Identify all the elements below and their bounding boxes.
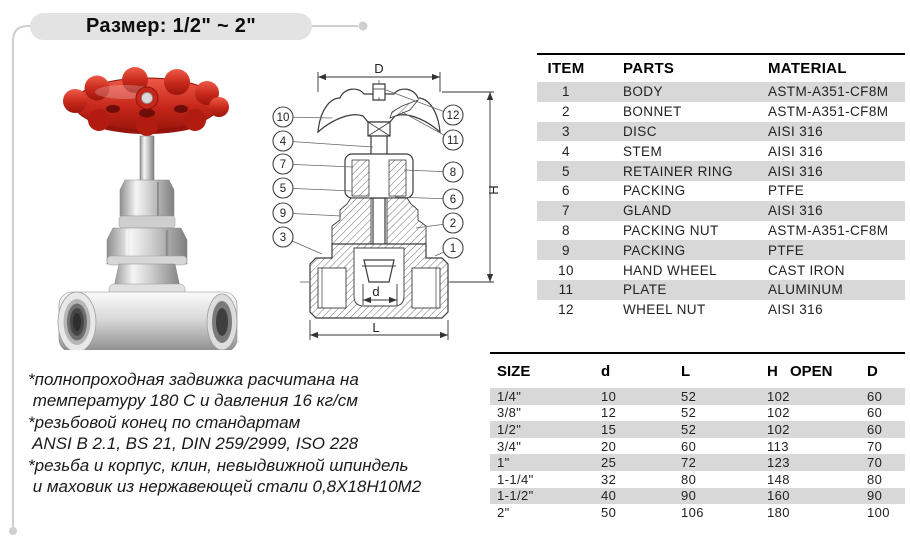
note-line: температуру 180 С и давления 16 кг/см (28, 391, 358, 411)
table-cell: AISI 316 (768, 203, 823, 219)
table-row (490, 454, 905, 471)
table-cell: 1-1/2" (497, 488, 534, 504)
table-cell: STEM (623, 143, 663, 159)
table-cell: AISI 316 (768, 123, 823, 139)
size-table-header (490, 352, 905, 388)
table-row (537, 221, 905, 241)
callout-9: 9 (279, 208, 287, 220)
table-cell: 4 (562, 143, 570, 159)
table-cell: ALUMINUM (768, 282, 844, 298)
callout-10: 10 (276, 112, 290, 124)
note-line: и маховик из нержавеющей стали 0,8Х18Н10М2 (28, 477, 422, 497)
decor-dot-left (9, 527, 17, 535)
size-table-body (490, 388, 905, 521)
table-cell: 3/4" (497, 438, 522, 454)
table-cell: PTFE (768, 242, 805, 258)
table-row (490, 388, 905, 405)
table-cell: 60 (867, 388, 883, 404)
table-cell: WHEEL NUT (623, 302, 706, 318)
table-cell: 8 (562, 222, 570, 238)
table-cell: ASTM-A351-CF8M (768, 84, 889, 100)
table-cell: PTFE (768, 183, 805, 199)
table-cell: 9 (562, 242, 570, 258)
table-cell: GLAND (623, 203, 672, 219)
callout-2: 2 (449, 218, 457, 230)
callout-11: 11 (447, 135, 459, 147)
note-line: *полнопроходная задвижка расчитана на (28, 370, 359, 389)
table-cell: RETAINER RING (623, 163, 733, 179)
table-cell: 102 (767, 405, 790, 421)
table-cell: 40 (601, 488, 617, 504)
table-row (537, 280, 905, 300)
table-row (490, 405, 905, 422)
callout-1: 1 (449, 243, 457, 255)
table-cell: 50 (601, 504, 617, 520)
photo-handwheel (63, 67, 229, 136)
table-cell: 80 (681, 471, 697, 487)
callout-6: 6 (449, 194, 457, 206)
table-cell: 106 (681, 504, 704, 520)
table-cell: AISI 316 (768, 302, 823, 318)
table-row (537, 102, 905, 122)
table-cell: 100 (867, 504, 890, 520)
callout-5: 5 (279, 183, 287, 195)
table-cell: 113 (767, 438, 789, 454)
size-header-h-open: H OPEN (767, 362, 833, 380)
photo-wheel-nut (142, 93, 153, 104)
table-cell: BODY (623, 84, 663, 100)
table-cell: 60 (867, 405, 883, 421)
table-cell: 1" (497, 455, 510, 471)
table-cell: 52 (681, 405, 697, 421)
dim-label-H: H (486, 185, 501, 195)
table-cell: 148 (767, 471, 790, 487)
size-header-dd: D (867, 362, 878, 380)
table-cell: PLATE (623, 282, 667, 298)
size-table (490, 352, 905, 521)
table-cell: 3 (562, 123, 570, 139)
title-pill (30, 13, 312, 40)
table-cell: 10 (601, 388, 617, 404)
table-cell: 72 (681, 455, 697, 471)
callout-4: 4 (279, 136, 287, 148)
footnotes (28, 369, 488, 497)
callout-3: 3 (279, 232, 287, 244)
dim-label-D: D (374, 61, 384, 76)
table-row (490, 438, 905, 455)
table-cell: 123 (767, 455, 790, 471)
note-line: *резьбовой конец по стандартам (28, 412, 301, 432)
table-cell: 2 (562, 104, 570, 120)
photo-stem (140, 136, 154, 184)
table-row (537, 141, 905, 161)
table-cell: 102 (767, 421, 790, 437)
table-cell: 160 (767, 488, 790, 504)
table-cell: ASTM-A351-CF8M (768, 104, 889, 120)
table-cell: PACKING NUT (623, 222, 719, 238)
dim-label-L: L (372, 320, 380, 335)
table-row (537, 300, 905, 320)
parts-table-body (537, 82, 905, 320)
table-cell: PACKING (623, 183, 686, 199)
table-cell: CAST IRON (768, 262, 845, 278)
parts-header-material: MATERIAL (768, 60, 847, 77)
table-cell: BONNET (623, 104, 682, 120)
table-row (537, 82, 905, 102)
table-row (537, 260, 905, 280)
size-header-d: d (601, 362, 611, 380)
table-cell: 70 (867, 455, 883, 471)
size-header-size: SIZE (497, 362, 531, 380)
table-cell: 3/8" (497, 405, 522, 421)
table-cell: 80 (867, 471, 883, 487)
table-cell: 11 (558, 282, 574, 298)
table-row (537, 181, 905, 201)
decor-dot-right (359, 22, 368, 31)
table-cell: AISI 316 (768, 143, 823, 159)
table-cell: AISI 316 (768, 163, 823, 179)
parts-table-header (537, 53, 905, 82)
table-cell: 102 (767, 388, 790, 404)
callout-12: 12 (446, 110, 460, 122)
size-header-l: L (681, 362, 691, 380)
table-cell: PACKING (623, 242, 686, 258)
table-cell: 12 (601, 405, 617, 421)
table-cell: 90 (867, 488, 883, 504)
table-row (490, 471, 905, 488)
table-cell: 52 (681, 421, 697, 437)
table-row (490, 488, 905, 505)
table-cell: 180 (767, 504, 790, 520)
table-cell: DISC (623, 123, 657, 139)
photo-packing-nut (120, 180, 174, 216)
note-line: ANSI B 2.1, BS 21, DIN 259/2999, ISO 228 (28, 434, 359, 454)
drawing-geometry (310, 84, 448, 318)
table-cell: 52 (681, 388, 697, 404)
table-cell: 10 (558, 262, 574, 278)
valve-photo (35, 58, 260, 350)
table-cell: 6 (562, 183, 570, 199)
table-cell: 12 (558, 302, 574, 318)
table-row (537, 201, 905, 221)
table-cell: 1 (562, 84, 570, 100)
table-cell: ASTM-A351-CF8M (768, 222, 889, 238)
parts-table (537, 53, 905, 320)
table-row (490, 421, 905, 438)
page-title: Размер: 1/2" ~ 2" (85, 15, 257, 37)
callout-7: 7 (279, 159, 287, 171)
dim-label-d: d (372, 284, 380, 299)
note-line: *резьба и корпус, клин, невыдвижной шпиндель (28, 455, 409, 475)
table-cell: 60 (681, 438, 697, 454)
table-cell: 90 (681, 488, 697, 504)
parts-header-parts: PARTS (623, 60, 675, 77)
table-cell: 60 (867, 421, 883, 437)
table-cell: 20 (601, 438, 617, 454)
table-row (490, 504, 905, 521)
table-cell: 1/4" (497, 388, 522, 404)
table-cell: 25 (601, 455, 617, 471)
table-cell: 1/2" (497, 421, 522, 437)
table-cell: 1-1/4" (497, 471, 534, 487)
table-cell: 70 (867, 438, 883, 454)
table-cell: 5 (562, 163, 570, 179)
table-cell: 32 (601, 471, 617, 487)
valve-drawing (252, 48, 504, 348)
table-cell: 15 (601, 421, 617, 437)
table-cell: 7 (562, 203, 570, 219)
table-row (537, 240, 905, 260)
table-cell: HAND WHEEL (623, 262, 718, 278)
table-row (537, 161, 905, 181)
parts-header-item: ITEM (547, 60, 585, 77)
callout-8: 8 (449, 167, 457, 179)
table-cell: 2" (497, 504, 510, 520)
table-row (537, 122, 905, 142)
